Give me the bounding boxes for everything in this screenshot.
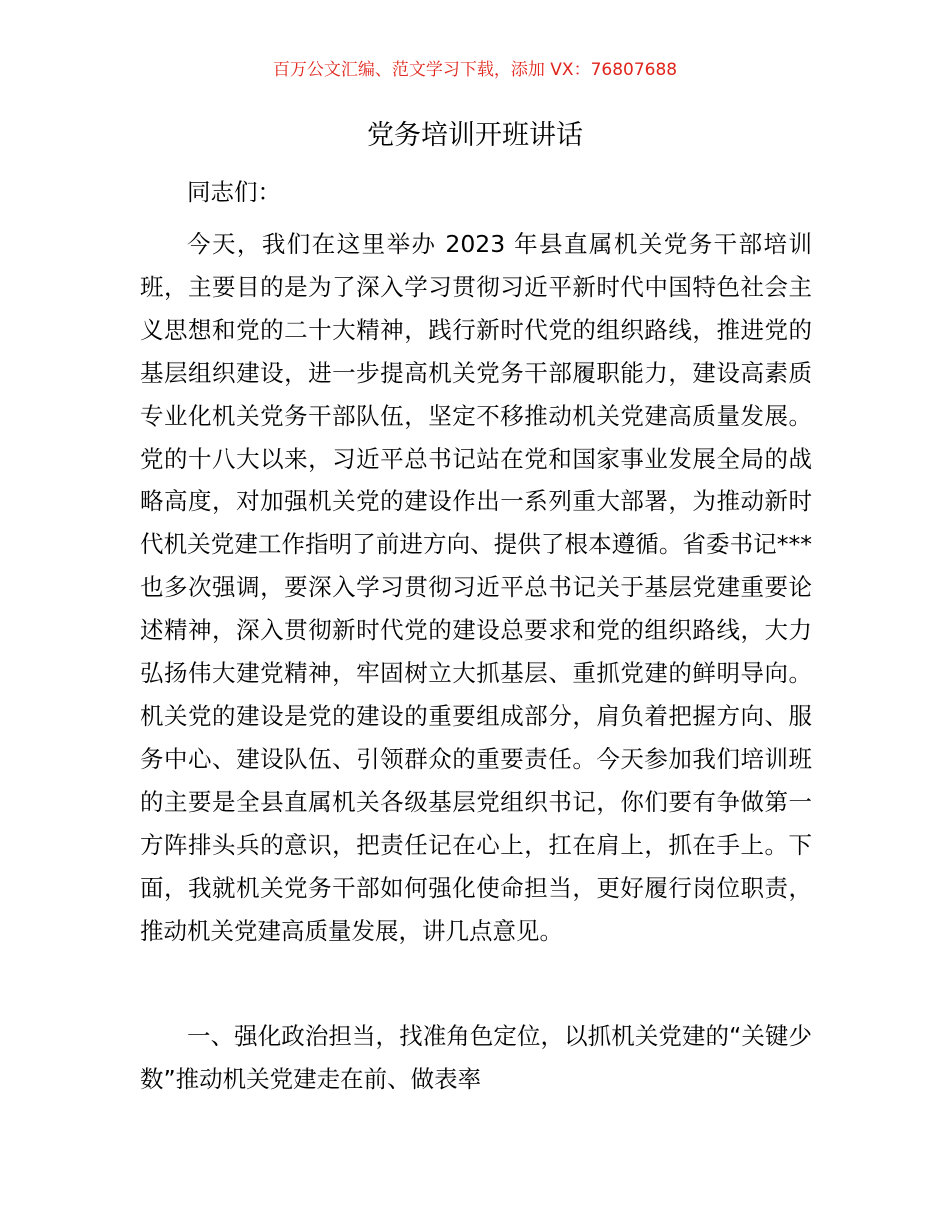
watermark-header: 百万公文汇编、范文学习下载，添加 VX：76807688	[272, 60, 678, 80]
section-heading-1: 一、强化政治担当，找准角色定位，以抓机关党建的“关键少数”推动机关党建走在前、做表率	[140, 1022, 812, 1093]
body-paragraph-intro: 今天，我们在这里举办 2023 年县直属机关党务干部培训班，主要目的是为了深入学习贯彻习近平新时代中国特色社会主义思想和党的二十大精神，践行新时代党的组织路线，推进党的基层组织建设，进一步提高机关党务干部履职能力，建设高素质专业化机关党务干部队伍，坚定不移推动机关党建高质量发展。党的十八大以来，习近平总书记站在党和国家事业发展全局的战略高度，对加强机关党的建设作出一系列重大部署，为推动新时代机关党建工作指明了前进方向、提供了根本遵循。省委书记***也多次强调，要深入学习贯彻习近平总书记关于基层党建重要论述精神，深入贯彻新时代党的建设总要求和党的组织路线，大力弘扬伟大建党精神，牢固树立大抓基层、重抓党建的鲜明导向。机关党的建设是党的建设的重要组成部分，肩负着把握方向、服务中心、建设队伍、引领群众的重要责任。今天参加我们培训班的主要是全县直属机关各级基层党组织书记，你们要有争做第一方阵排头兵的意识，把责任记在心上，扛在肩上，抓在手上。下面，我就机关党务干部如何强化使命担当，更好履行岗位职责，推动机关党建高质量发展，讲几点意见。	[140, 230, 812, 945]
salutation: 同志们：	[187, 178, 281, 206]
document-title: 党务培训开班讲话	[367, 120, 583, 151]
